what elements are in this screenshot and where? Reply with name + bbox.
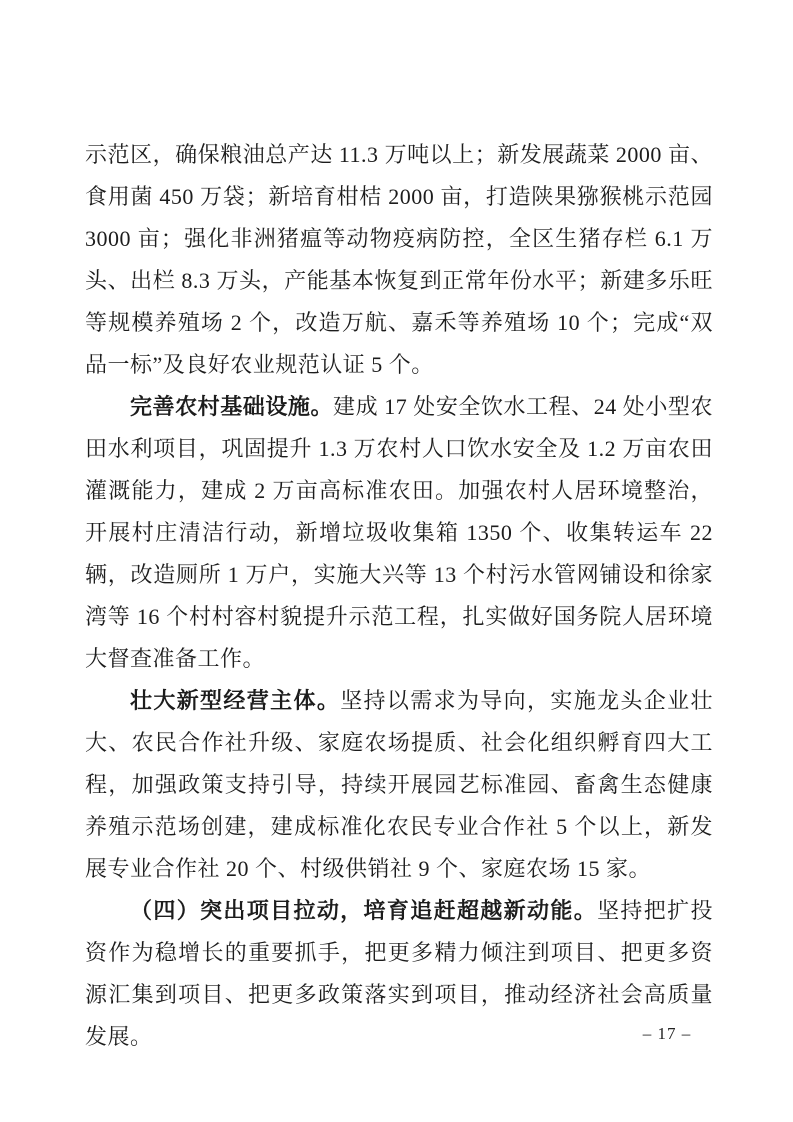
paragraph-continuation	[85, 134, 713, 386]
paragraph-lead: 壮大新型经营主体。	[130, 688, 341, 713]
paragraph-lead: 完善农村基础设施。	[130, 394, 334, 419]
paragraph-text: 示范区，确保粮油总产达 11.3 万吨以上；新发展蔬菜 2000 亩、食用菌 450 万袋；新培育柑桔 2000 亩，打造陕果猕猴桃示范园 3000 亩；强化非洲猪瘟等动物疫病防控，全区生猪存栏 6.1 万头、出栏 8.3 万头，产能基本恢复到正常年份水平；新建多乐旺等规模养殖场 2 个，改造万航、嘉禾等养殖场 10 个；完成“双品一标”及良好农业规范认证 5 个。	[85, 142, 713, 377]
paragraph-section-four-projects	[85, 890, 713, 1058]
paragraph-business-entities	[85, 680, 713, 890]
body-text	[85, 134, 713, 1058]
paragraph-rural-infrastructure	[85, 386, 713, 680]
paragraph-text: 坚持把扩投资作为稳增长的重要抓手，把更多精力倾注到项目、把更多资源汇集到项目、把更多政策落实到项目，推动经济社会高质量发展。	[85, 898, 713, 1049]
paragraph-text: 坚持以需求为导向，实施龙头企业壮大、农民合作社升级、家庭农场提质、社会化组织孵育四大工程，加强政策支持引导，持续开展园艺标准园、畜禽生态健康养殖示范场创建，建成标准化农民专业合作社 5 个以上，新发展专业合作社 20 个、村级供销社 9 个、家庭农场 15 家。	[85, 688, 713, 881]
paragraph-text: 建成 17 处安全饮水工程、24 处小型农田水利项目，巩固提升 1.3 万农村人口饮水安全及 1.2 万亩农田灌溉能力，建成 2 万亩高标准农田。加强农村人居环境整治，开展村庄清洁行动，新增垃圾收集箱 1350 个、收集转运车 22 辆，改造厕所 1 万户，实施大兴等 13 个村污水管网铺设和徐家湾等 16 个村村容村貌提升示范工程，扎实做好国务院人居环境大督查准备工作。	[85, 394, 713, 671]
paragraph-lead: （四）突出项目拉动，培育追赶超越新动能。	[130, 898, 598, 923]
page-number: – 17 –	[642, 1024, 692, 1043]
